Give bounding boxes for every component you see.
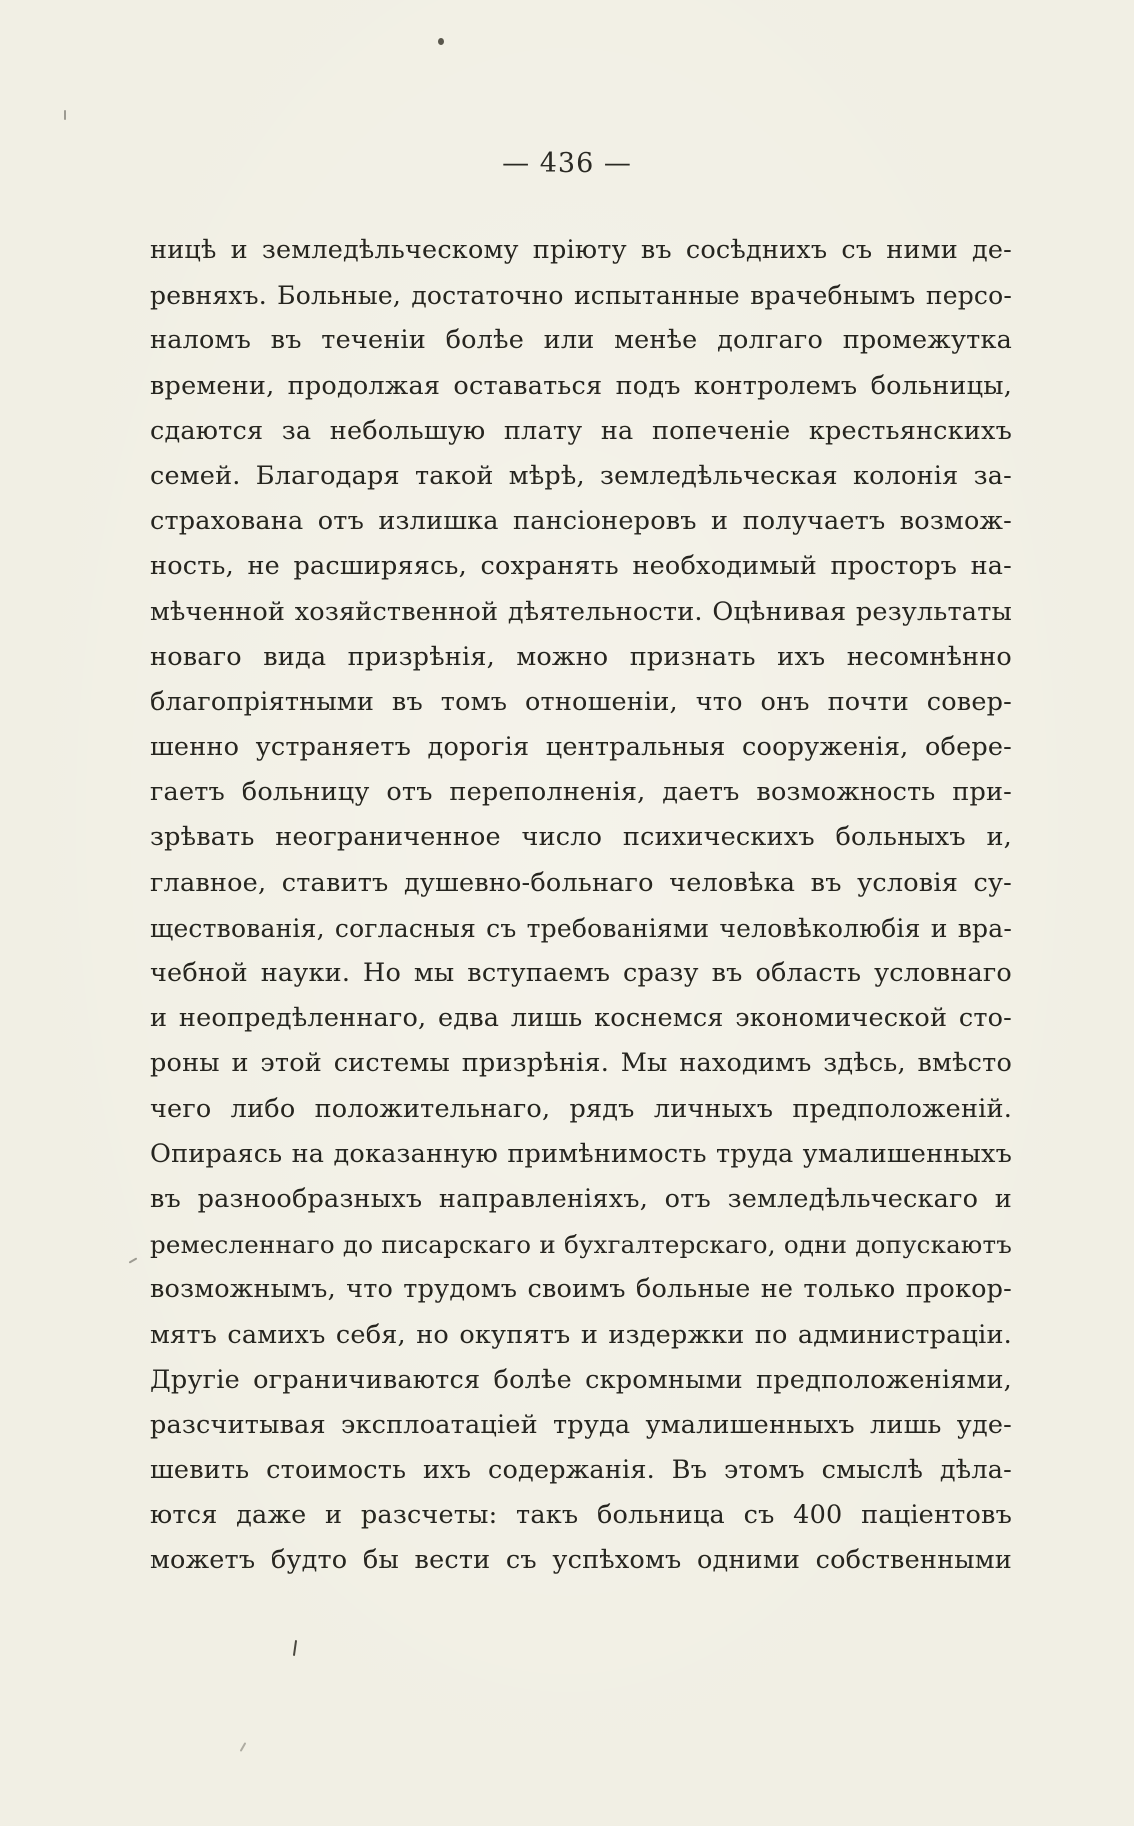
text-line: ность, не расширяясь, сохранять необходимый просторъ на-: [150, 551, 1012, 582]
text-line: и неопредѣленнаго, едва лишь коснемся экономической сто-: [150, 1003, 1012, 1034]
text-line: Опираясь на доказанную примѣнимость труда умалишенныхъ: [150, 1138, 1012, 1169]
text-line: въ разнообразныхъ направленiяхъ, отъ земледѣльческаго и: [150, 1183, 1012, 1214]
text-line: роны и этой системы призрѣнiя. Мы находимъ здѣсь, вмѣсто: [150, 1048, 1012, 1079]
text-line: чебной науки. Но мы вступаемъ сразу въ область условнаго: [150, 958, 1012, 988]
body-text: [150, 228, 1012, 1584]
text-line: ницѣ и земледѣльческому прiюту въ сосѣднихъ съ ними де-: [150, 235, 1012, 265]
text-line: сдаются за небольшую плату на попеченiе крестьянскихъ: [150, 415, 1012, 446]
text-line: ются даже и разсчеты: такъ больница съ 400 пацiентовъ: [150, 1500, 1012, 1531]
text-line: мятъ самихъ себя, но окупятъ и издержки по администрацiи.: [150, 1319, 1012, 1350]
text-line: мѣченной хозяйственной дѣятельности. Оцѣнивая результаты: [150, 596, 1012, 627]
text-line: чего либо положительнаго, рядъ личныхъ предположенiй.: [150, 1093, 1012, 1124]
ink-mark: [293, 1640, 297, 1656]
text-line: зрѣвать неограниченное число психическихъ больныхъ и,: [150, 822, 1012, 853]
text-line: благопрiятными въ томъ отношенiи, что онъ почти совер-: [150, 686, 1012, 717]
text-line: шевить стоимость ихъ содержанiя. Въ этомъ смыслѣ дѣла-: [150, 1455, 1012, 1486]
text-line: гаетъ больницу отъ переполненiя, даетъ возможность при-: [150, 777, 1012, 808]
text-line: возможнымъ, что трудомъ своимъ больные не только прокор-: [150, 1274, 1012, 1305]
text-line: страхована отъ излишка пансiонеровъ и получаетъ возмож-: [150, 506, 1012, 537]
text-line: можетъ будто бы вести съ успѣхомъ одними собственными: [150, 1545, 1012, 1576]
text-line: семей. Благодаря такой мѣрѣ, земледѣльческая колонiя за-: [150, 460, 1012, 491]
text-line: разсчитывая эксплоатацiей труда умалишенныхъ лишь уде-: [150, 1409, 1012, 1440]
text-line: времени, продолжая оставаться подъ контролемъ больницы,: [150, 370, 1012, 401]
page-number: — 436 —: [502, 148, 632, 179]
ink-speck: [438, 38, 444, 45]
text-line: шенно устраняетъ дорогiя центральныя сооруженiя, обере-: [150, 732, 1012, 763]
text-line: наломъ въ теченiи болѣе или менѣе долгаго промежутка: [150, 325, 1012, 356]
text-line: ремесленнаго до писарскаго и бухгалтерскаго, одни допускаютъ: [150, 1230, 1012, 1260]
text-line: ществованiя, согласныя съ требованiями человѣколюбiя и вра-: [150, 913, 1012, 943]
ink-mark: [64, 110, 66, 120]
ink-mark: [129, 1257, 138, 1263]
text-line: Другiе ограничиваются болѣе скромными предположенiями,: [150, 1364, 1012, 1395]
text-line: ревняхъ. Больные, достаточно испытанные врачебнымъ персо-: [150, 281, 1012, 311]
text-line: главное, ставитъ душевно-больнаго человѣка въ условiя су-: [150, 867, 1012, 898]
ink-mark: [240, 1742, 247, 1752]
text-line: новаго вида призрѣнiя, можно признать ихъ несомнѣнно: [150, 641, 1012, 672]
